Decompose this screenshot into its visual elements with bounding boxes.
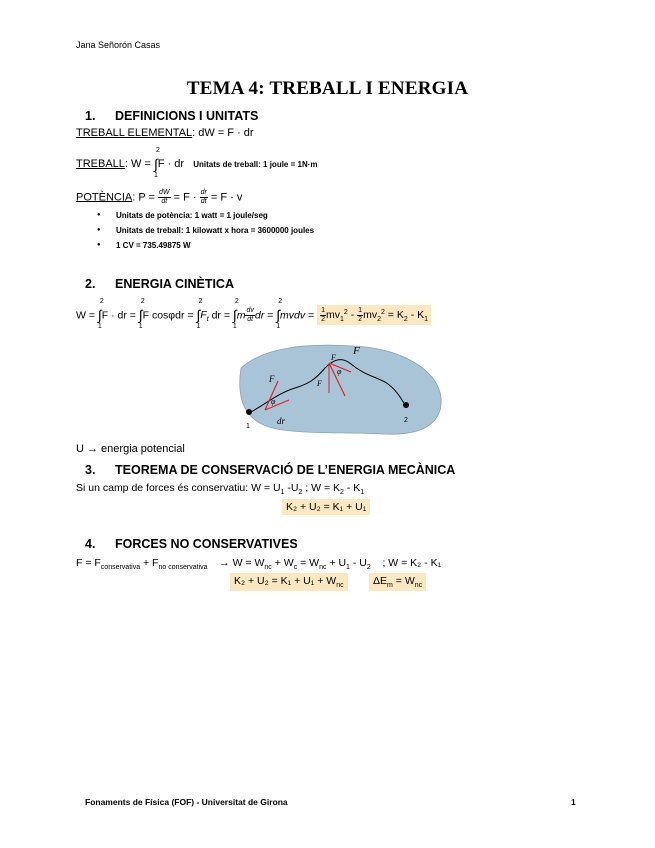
treball-elemental-formula: : dW = F · dr xyxy=(192,127,254,139)
section-1-title: DEFINICIONS I UNITATS xyxy=(115,109,259,123)
kinetic-energy-derivation: W = ∫ 2 1 F · dr = ∫ 2 1 F cosφdr = ∫ 2 1 $F_t$ dr = ∫ 2 1 m $\frac{dv}{dt}$ dr = ∫ 2 1 mvdv = $\frac{1}{2}$ $mv_1^2$ - $\frac{1}{2}$ $mv_2^2 = K_2 - K_1$ xyxy=(76,307,431,324)
treball-label: TREBALL xyxy=(76,158,125,170)
potencia-label: POTÈNCIA xyxy=(76,191,133,204)
author-name: Jana Señorón Casas xyxy=(76,40,161,50)
diagram-label: F xyxy=(317,379,322,388)
treball-units: Unitats de treball: 1 joule = 1N·m xyxy=(193,160,318,169)
section-2-number: 2. xyxy=(85,277,96,291)
list-item: ● Unitats de potència: 1 watt = 1 joule/seg xyxy=(116,211,314,226)
section-3-title: TEOREMA DE CONSERVACIÓ DE L’ENERGIA MECÀNICA xyxy=(115,463,456,477)
nonconservative-result: ; W = K₂ - K₁ xyxy=(382,557,442,569)
section-4-title: FORCES NO CONSERVATIVES xyxy=(115,537,298,551)
nonconservative-box-2: $\Delta E_m = W_{nc}$ xyxy=(369,573,426,591)
point-2 xyxy=(403,402,409,408)
treball-formula-pre: : W = xyxy=(124,158,154,170)
nonconservative-box-1-text: K₂ + U₂ = K₁ + U₁ + W xyxy=(234,575,337,587)
section-4-heading xyxy=(85,537,298,551)
treball-elemental-label: TREBALL ELEMENTAL xyxy=(76,127,193,139)
section-2-title: ENERGIA CINÈTICA xyxy=(115,277,234,291)
work-path-diagram xyxy=(233,338,443,438)
section-2-heading xyxy=(85,277,234,291)
potencia-line: POTÈNCIA: P = $\frac{dW}{dt}$ = F · $\frac{dr}{dt}$ = F · v xyxy=(76,189,243,205)
treball-elemental-line xyxy=(76,127,254,139)
treball-line xyxy=(76,147,318,179)
bullet-list xyxy=(116,211,314,256)
diagram-label: φ xyxy=(337,367,342,376)
diagram-label: 2 xyxy=(404,417,408,424)
list-item: ● Unitats de treball: 1 kilowatt x hora = 3600000 joules xyxy=(116,226,314,241)
diagram-label: F xyxy=(331,353,336,362)
nonconservative-box-1: $K_2 + U_2 = K_1 + U_1 + W_{nc}$ xyxy=(230,573,348,591)
conservative-field-line: Si un camp de forces és conservatiu: $W = U_1$ $-U_2$ ; $W = K_2 - K_1$ xyxy=(76,482,365,496)
nonconservative-line: $F = F_{conservativa} + F_{no conservativa}$ → $W = W_{nc} + W_c = W_{nc} + U_1 - U_2$ ; W = K₂ - K₁ xyxy=(76,557,442,571)
page-title: TEMA 4: TREBALL I ENERGIA xyxy=(186,78,469,99)
nonconservative-box-2-text: ΔE xyxy=(373,575,388,587)
page-number: 1 xyxy=(571,797,576,807)
footer-text: Fonaments de Física (FOF) - Universitat de Girona xyxy=(85,797,288,807)
point-1 xyxy=(246,409,252,415)
diagram-label: 1 xyxy=(246,423,250,430)
section-1-heading xyxy=(85,109,258,123)
conservative-field-text: Si un camp de forces és conservatiu: W = U xyxy=(76,482,281,494)
integral-symbol: ∫ 2 1 xyxy=(153,147,160,179)
diagram-label: φ xyxy=(271,397,276,406)
conservation-box: K₂ + U₂ = K₁ + U₁ xyxy=(282,499,370,515)
diagram-label: F xyxy=(353,345,360,357)
list-item: ● 1 CV = 735.49875 W xyxy=(116,241,314,256)
section-3-heading xyxy=(85,463,455,477)
section-3-number: 3. xyxy=(85,463,96,477)
diagram-blob xyxy=(240,345,441,434)
potential-energy-line: U → energia potencial xyxy=(76,443,185,455)
section-1-number: 1. xyxy=(85,109,96,123)
treball-formula-post: F · dr xyxy=(157,158,185,170)
diagram-label: F xyxy=(269,374,275,384)
section-4-number: 4. xyxy=(85,537,96,551)
diagram-label: dr xyxy=(277,416,286,426)
